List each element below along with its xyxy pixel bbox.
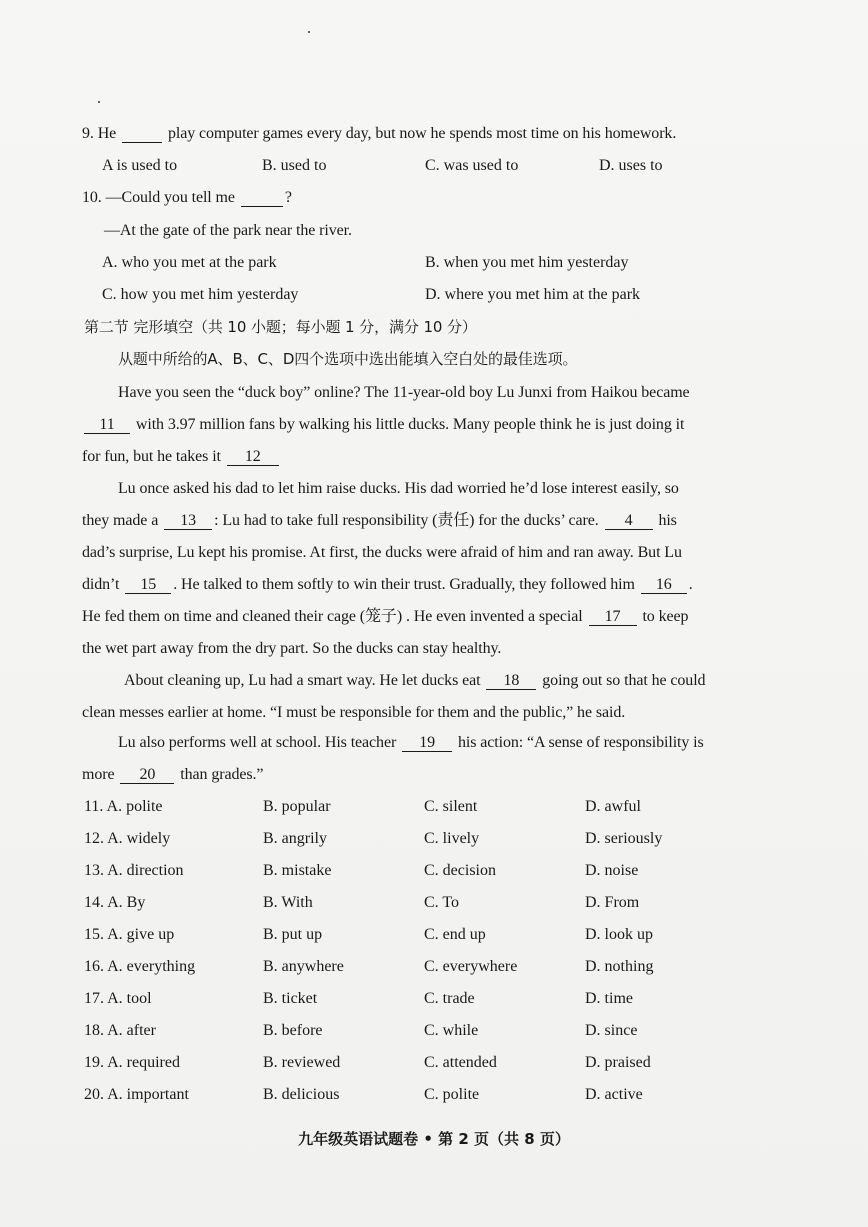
question-9-prefix: 9. He <box>82 125 117 142</box>
option-17-d: D. time <box>585 990 633 1007</box>
option-20-c: C. polite <box>424 1086 480 1103</box>
option-14-b: B. With <box>263 894 313 911</box>
passage-text: than grades.” <box>180 766 264 783</box>
option-11-a: 11. A. polite <box>84 798 163 815</box>
option-11-d: D. awful <box>585 798 641 815</box>
option-18-d: D. since <box>585 1022 638 1039</box>
passage-text: . <box>688 576 693 593</box>
option-19-d: D. praised <box>585 1054 651 1071</box>
option-12-b: B. angrily <box>263 830 327 847</box>
question-10-option-d: D. where you met him at the park <box>425 286 641 303</box>
option-19-a: 19. A. required <box>84 1054 180 1071</box>
question-9-suffix: play computer games every day, but now he spends most time on his homework. <box>167 125 677 142</box>
option-13-c: C. decision <box>424 862 496 879</box>
passage-line <box>82 607 688 627</box>
blank-16: 16 <box>641 577 687 594</box>
passage-line <box>82 511 677 531</box>
blank-19: 19 <box>402 735 452 752</box>
option-12-d: D. seriously <box>585 830 663 847</box>
passage-line: Lu once asked his dad to let him raise ducks. His dad worried he’d lose interest easily, so <box>118 480 679 497</box>
passage-text: with 3.97 million fans by walking his little ducks. Many people think he is just doing it <box>135 416 685 433</box>
question-10-stem <box>82 188 292 208</box>
passage-text: more <box>82 766 115 783</box>
question-9-option-c: C. was used to <box>425 157 519 174</box>
blank-12: 12 <box>227 449 279 466</box>
option-17-c: C. trade <box>424 990 475 1007</box>
passage-line <box>82 415 684 435</box>
passage-line: the wet part away from the dry part. So the ducks can stay healthy. <box>82 640 502 657</box>
passage-text: to keep <box>642 608 689 625</box>
question-10-option-a: A. who you met at the park <box>102 254 277 271</box>
option-16-c: C. everywhere <box>424 958 518 975</box>
question-10-suffix: ? <box>284 189 292 206</box>
question-9-option-a: A is used to <box>102 157 178 174</box>
option-18-a: 18. A. after <box>84 1022 156 1039</box>
option-20-a: 20. A. important <box>84 1086 189 1103</box>
option-15-d: D. look up <box>585 926 653 943</box>
option-16-d: D. nothing <box>585 958 654 975</box>
page-footer: 九年级英语试题卷 • 第 2 页（共 8 页） <box>298 1130 570 1148</box>
option-11-c: C. silent <box>424 798 478 815</box>
option-17-a: 17. A. tool <box>84 990 152 1007</box>
blank-15: 15 <box>125 577 171 594</box>
passage-line <box>124 671 705 691</box>
section-title: 第二节 完形填空（共 10 小题；每小题 1 分，满分 10 分） <box>84 318 477 336</box>
passage-text: didn’t <box>82 576 120 593</box>
question-10-blank <box>241 190 283 207</box>
question-10-option-c: C. how you met him yesterday <box>102 286 299 303</box>
option-11-b: B. popular <box>263 798 331 815</box>
blank-14: 4 <box>605 513 653 530</box>
option-14-d: D. From <box>585 894 640 911</box>
passage-line <box>82 447 281 467</box>
passage-text: . He talked to them softly to win their trust. Gradually, they followed him <box>173 576 635 593</box>
option-13-a: 13. A. direction <box>84 862 184 879</box>
option-20-b: B. delicious <box>263 1086 340 1103</box>
passage-line <box>82 765 263 785</box>
question-9-option-d: D. uses to <box>599 157 663 174</box>
question-10-option-b: B. when you met him yesterday <box>425 254 629 271</box>
question-10-prefix: 10. —Could you tell me <box>82 189 235 206</box>
blank-18: 18 <box>486 673 536 690</box>
passage-text: they made a <box>82 512 159 529</box>
option-12-c: C. lively <box>424 830 480 847</box>
passage-line: dad’s surprise, Lu kept his promise. At first, the ducks were afraid of him and ran away. But Lu <box>82 544 682 561</box>
option-16-a: 16. A. everything <box>84 958 196 975</box>
question-10-dialogue: —At the gate of the park near the river. <box>104 222 352 239</box>
option-19-c: C. attended <box>424 1054 497 1071</box>
option-19-b: B. reviewed <box>263 1054 341 1071</box>
blank-13: 13 <box>164 513 212 530</box>
question-9-stem <box>82 124 676 144</box>
option-20-d: D. active <box>585 1086 643 1103</box>
option-15-c: C. end up <box>424 926 486 943</box>
option-15-a: 15. A. give up <box>84 926 175 943</box>
option-15-b: B. put up <box>263 926 323 943</box>
passage-text: for fun, but he takes it <box>82 448 221 465</box>
option-14-a: 14. A. By <box>84 894 146 911</box>
passage-line: clean messes earlier at home. “I must be responsible for them and the public,” he said. <box>82 704 626 721</box>
passage-text: his action: “A sense of responsibility is <box>458 734 704 751</box>
passage-text: He fed them on time and cleaned their cage (笼子) . He even invented a special <box>82 608 583 625</box>
option-12-a: 12. A. widely <box>84 830 171 847</box>
passage-text: : Lu had to take full responsibility (责任) for the ducks’ care. <box>214 512 599 529</box>
passage-text: his <box>658 512 677 529</box>
question-9-option-b: B. used to <box>262 157 327 174</box>
option-14-c: C. To <box>424 894 460 911</box>
option-16-b: B. anywhere <box>263 958 344 975</box>
section-instruction: 从题中所给的A、B、C、D四个选项中选出能填入空白处的最佳选项。 <box>118 350 578 368</box>
blank-11: 11 <box>84 417 130 434</box>
option-18-b: B. before <box>263 1022 323 1039</box>
question-9-blank <box>122 126 162 143</box>
option-13-b: B. mistake <box>263 862 332 879</box>
passage-line <box>82 575 693 595</box>
blank-20: 20 <box>120 767 174 784</box>
scan-speck <box>98 101 100 103</box>
option-18-c: C. while <box>424 1022 479 1039</box>
passage-line <box>118 733 704 753</box>
scan-speck <box>308 31 310 33</box>
option-17-b: B. ticket <box>263 990 318 1007</box>
passage-text: Lu also performs well at school. His teacher <box>118 734 397 751</box>
passage-line: Have you seen the “duck boy” online? The 11-year-old boy Lu Junxi from Haikou became <box>118 384 690 401</box>
option-13-d: D. noise <box>585 862 639 879</box>
passage-text: going out so that he could <box>542 672 706 689</box>
passage-text: About cleaning up, Lu had a smart way. He let ducks eat <box>124 672 481 689</box>
blank-17: 17 <box>589 609 637 626</box>
